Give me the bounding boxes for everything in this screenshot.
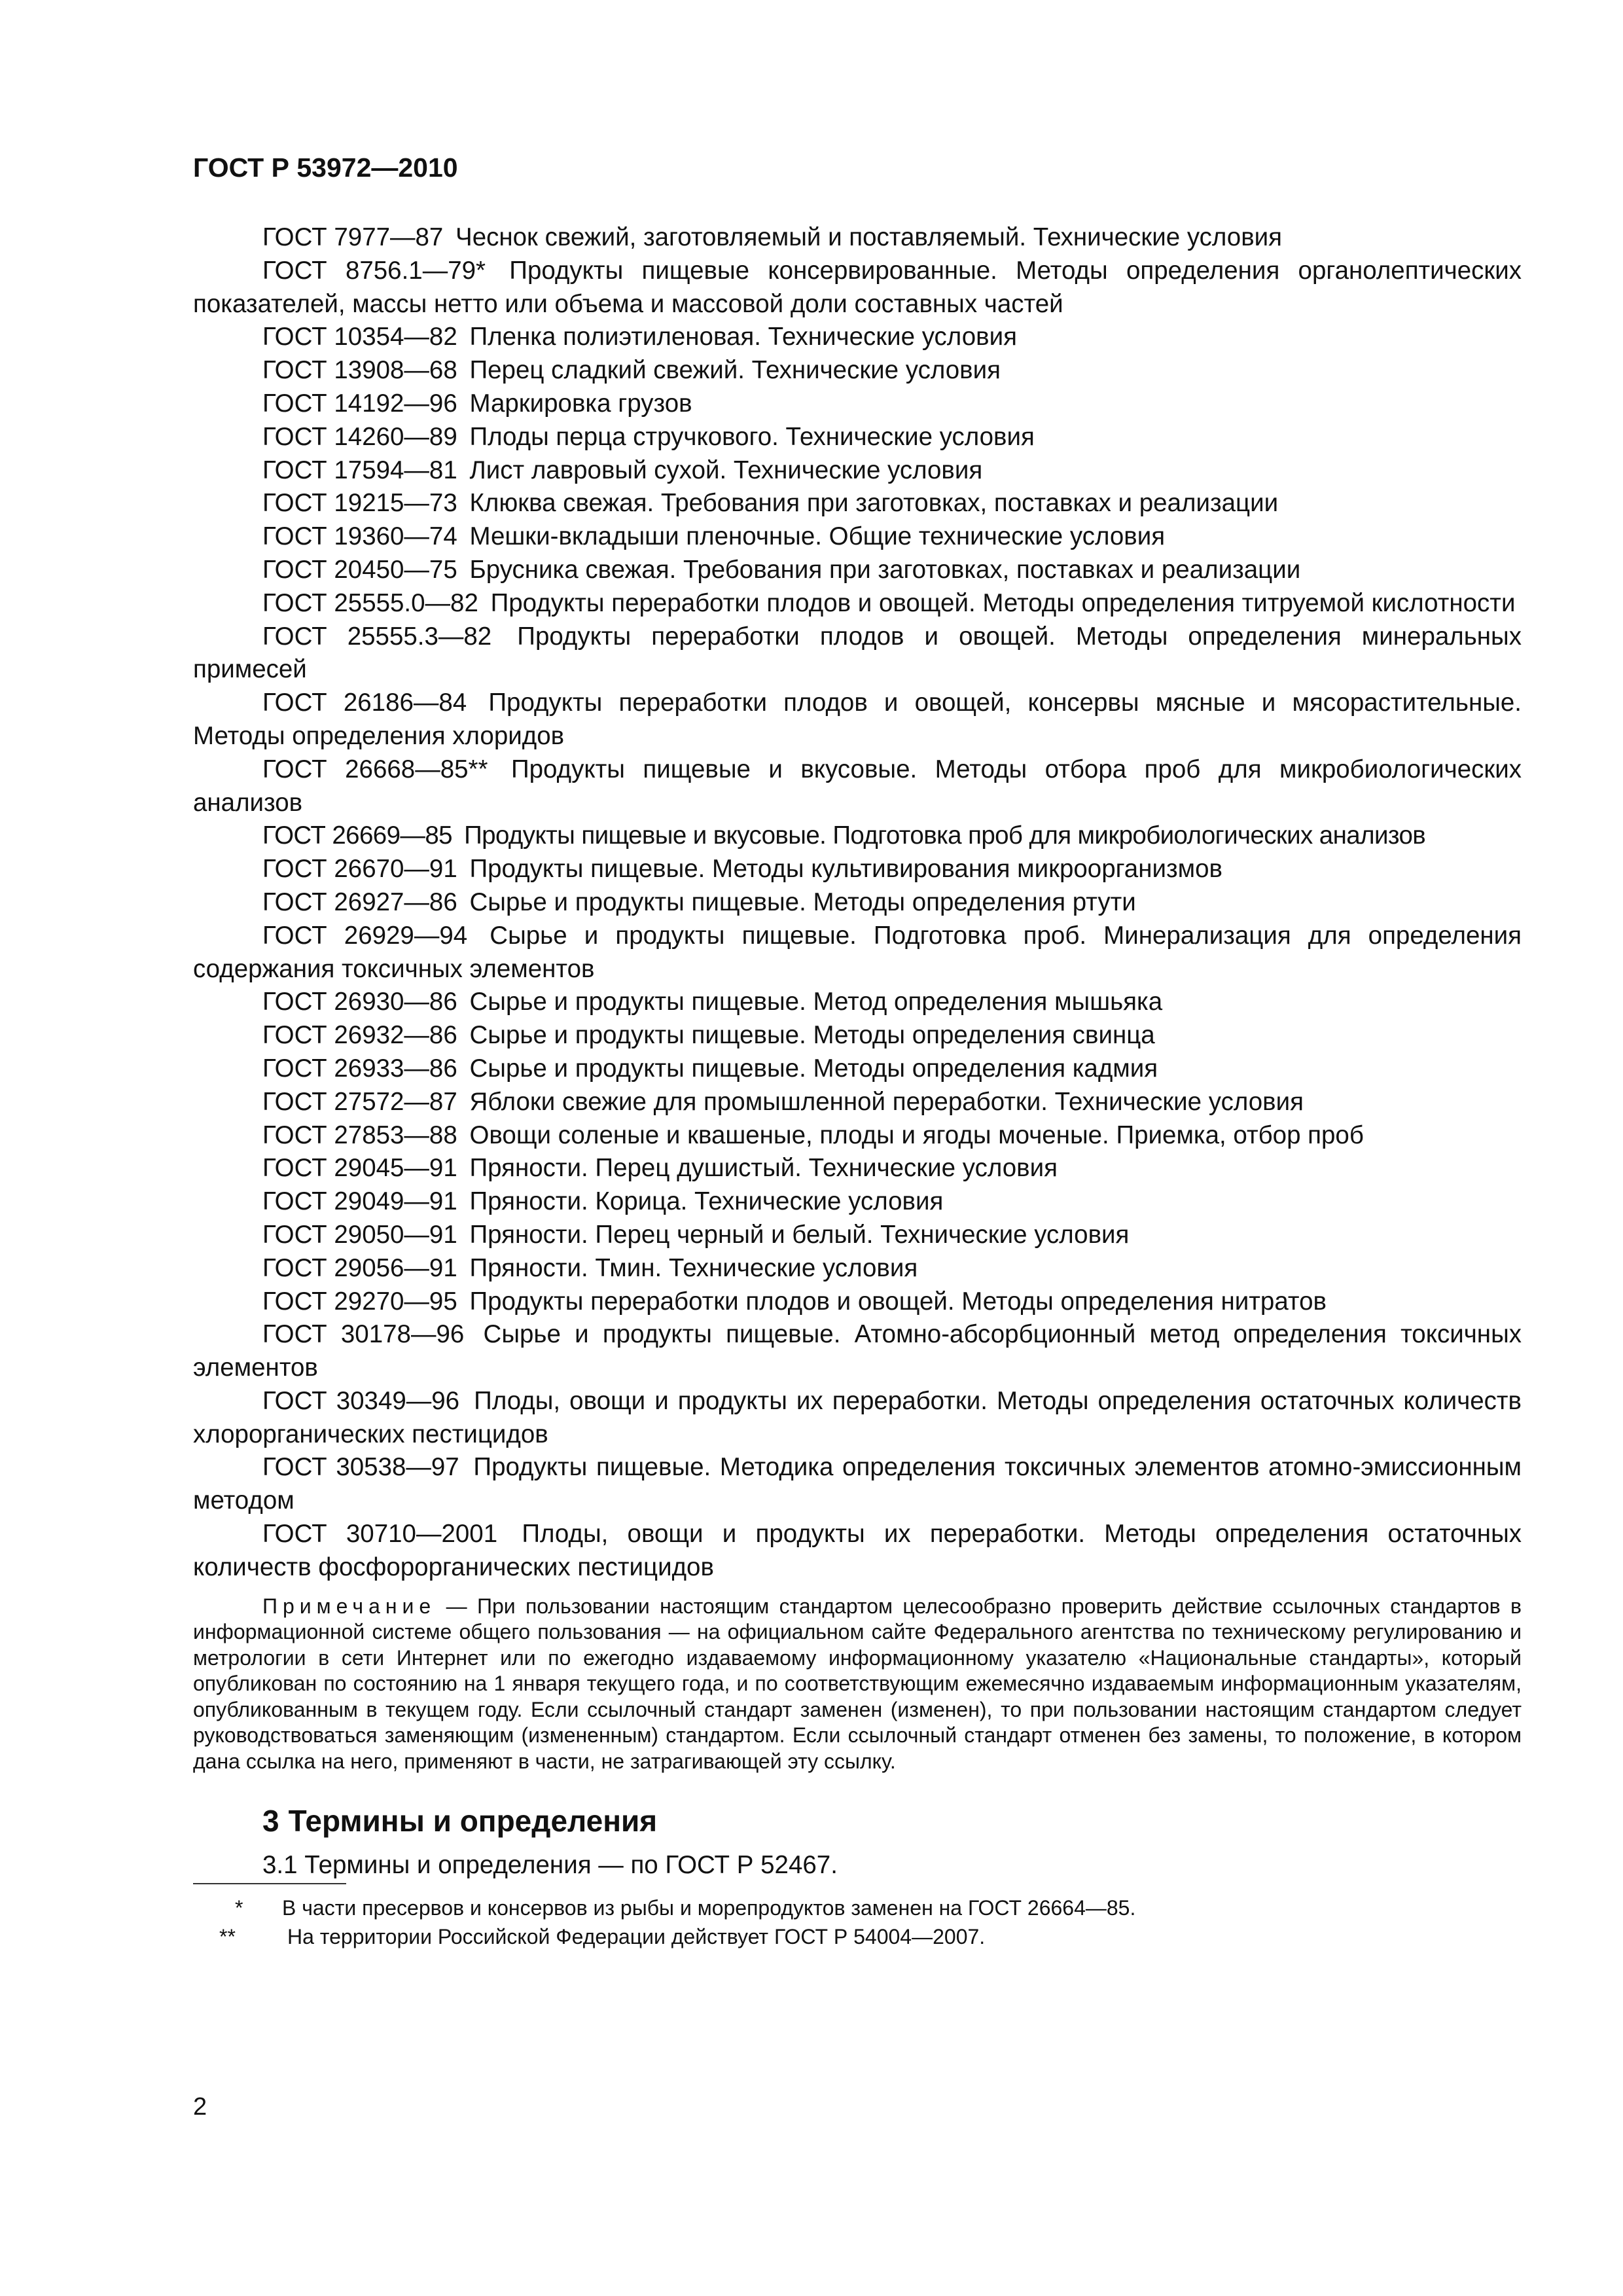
reference-title: Продукты переработки плодов и овощей. Методы определения минеральных примесей <box>193 622 1522 684</box>
reference-title: Продукты переработки плодов и овощей. Методы определения нитратов <box>469 1287 1327 1316</box>
document-header: ГОСТ Р 53972—2010 <box>193 152 458 183</box>
reference-item <box>193 620 1522 687</box>
reference-item <box>193 1052 1522 1086</box>
reference-code: ГОСТ 30538—97 <box>262 1453 459 1482</box>
reference-item <box>193 1385 1522 1452</box>
reference-title: Сырье и продукты пищевые. Методы определения свинца <box>469 1021 1155 1050</box>
clause-number: 3.1 <box>262 1851 298 1880</box>
reference-item <box>193 1086 1522 1119</box>
reference-code: ГОСТ 30710—2001 <box>262 1520 498 1549</box>
reference-code: ГОСТ 25555.0—82 <box>262 588 478 617</box>
reference-code: ГОСТ 27853—88 <box>262 1121 457 1149</box>
reference-code: ГОСТ 26186—84 <box>262 689 467 717</box>
reference-item <box>193 687 1522 753</box>
reference-code: ГОСТ 30349—96 <box>262 1386 460 1415</box>
reference-code: ГОСТ 20450—75 <box>262 555 457 584</box>
reference-code: ГОСТ 27572—87 <box>262 1087 457 1116</box>
reference-title: Плоды перца стручкового. Технические условия <box>469 422 1035 451</box>
note-label: Примечание <box>262 1594 437 1618</box>
reference-title: Пряности. Корица. Технические условия <box>469 1187 944 1216</box>
reference-title: Продукты переработки плодов и овощей, консервы мясные и мясорастительные. Методы определения хлоридов <box>193 689 1522 750</box>
reference-item <box>193 1152 1522 1185</box>
reference-title: Чеснок свежий, заготовляемый и поставляемый. Технические условия <box>455 223 1283 251</box>
footnote <box>193 1922 1522 1951</box>
reference-item <box>193 853 1522 886</box>
reference-code: ГОСТ 17594—81 <box>262 456 457 484</box>
reference-item <box>193 421 1522 454</box>
reference-item <box>193 1185 1522 1219</box>
reference-item <box>193 753 1522 820</box>
footnote-mark: * <box>235 1896 243 1920</box>
reference-code: ГОСТ 30178—96 <box>262 1320 465 1349</box>
reference-title: Пряности. Перец душистый. Технические условия <box>469 1154 1058 1183</box>
reference-item <box>193 886 1522 920</box>
section-heading <box>262 1802 1522 1840</box>
reference-title: Клюква свежая. Требования при заготовках, поставках и реализации <box>469 489 1279 518</box>
reference-item <box>193 986 1522 1019</box>
reference-code: ГОСТ 29049—91 <box>262 1187 457 1216</box>
reference-code: ГОСТ 19360—74 <box>262 522 457 551</box>
reference-code: ГОСТ 14192—96 <box>262 389 457 418</box>
reference-title: Сырье и продукты пищевые. Метод определения мышьяка <box>469 988 1163 1016</box>
reference-item <box>193 387 1522 421</box>
reference-title: Мешки-вкладыши пленочные. Общие технические условия <box>469 522 1166 551</box>
reference-code: ГОСТ 29056—91 <box>262 1253 457 1282</box>
reference-title: Продукты пищевые консервированные. Методы определения органолептических показателей, массы нетто или объема и массовой доли составных частей <box>193 256 1522 318</box>
footnote-text: В части пресервов и консервов из рыбы и морепродуктов заменен на ГОСТ 26664—85. <box>282 1896 1136 1920</box>
clause-text: Термины и определения — по ГОСТ Р 52467. <box>304 1851 838 1880</box>
reference-item <box>193 487 1522 520</box>
reference-title: Перец сладкий свежий. Технические условия <box>469 356 1001 385</box>
document-page <box>193 151 1522 1951</box>
reference-code: ГОСТ 26669—85 <box>262 821 452 850</box>
reference-title: Пленка полиэтиленовая. Технические условия <box>469 323 1017 351</box>
reference-code: ГОСТ 19215—73 <box>262 489 457 518</box>
reference-item <box>193 454 1522 488</box>
reference-title: Яблоки свежие для промышленной переработки. Технические условия <box>469 1087 1304 1116</box>
reference-item <box>193 920 1522 986</box>
reference-code: ГОСТ 26668—85** <box>262 755 488 783</box>
footnote-divider <box>193 1883 346 1884</box>
reference-code: ГОСТ 26927—86 <box>262 888 457 916</box>
reference-item <box>193 1252 1522 1285</box>
reference-title: Продукты пищевые и вкусовые. Методы отбора проб для микробиологических анализов <box>193 755 1522 817</box>
reference-title: Овощи соленые и квашеные, плоды и ягоды моченые. Приемка, отбор проб <box>469 1121 1364 1149</box>
reference-item <box>193 1219 1522 1252</box>
reference-code: ГОСТ 14260—89 <box>262 422 457 451</box>
reference-code: ГОСТ 8756.1—79* <box>262 256 486 285</box>
reference-code: ГОСТ 26670—91 <box>262 855 457 884</box>
reference-code: ГОСТ 26932—86 <box>262 1021 457 1050</box>
footnote-text: На территории Российской Федерации действует ГОСТ Р 54004—2007. <box>287 1925 986 1949</box>
reference-item <box>193 321 1522 354</box>
reference-code: ГОСТ 29050—91 <box>262 1220 457 1249</box>
reference-title: Маркировка грузов <box>469 389 692 418</box>
reference-code: ГОСТ 13908—68 <box>262 356 457 385</box>
reference-title: Продукты пищевые и вкусовые. Подготовка проб для микробиологических анализов <box>464 821 1426 850</box>
section-title: Термины и определения <box>288 1804 658 1839</box>
reference-item <box>193 1451 1522 1518</box>
reference-item <box>193 520 1522 554</box>
reference-item <box>193 255 1522 321</box>
page-number: 2 <box>193 2093 207 2121</box>
reference-code: ГОСТ 29045—91 <box>262 1154 457 1183</box>
reference-code: ГОСТ 7977—87 <box>262 223 444 251</box>
reference-title: Продукты пищевые. Методика определения токсичных элементов атомно-эмиссионным методом <box>193 1453 1522 1515</box>
reference-code: ГОСТ 29270—95 <box>262 1287 457 1316</box>
reference-title: Плоды, овощи и продукты их переработки. Методы определения остаточных количеств фосфорорганических пестицидов <box>193 1520 1522 1581</box>
reference-item <box>193 354 1522 387</box>
footnote <box>193 1893 1522 1922</box>
footnote-mark: ** <box>219 1925 236 1949</box>
reference-code: ГОСТ 26930—86 <box>262 988 457 1016</box>
reference-title: Пряности. Перец черный и белый. Технические условия <box>469 1220 1130 1249</box>
reference-title: Сырье и продукты пищевые. Методы определения ртути <box>469 888 1136 916</box>
reference-item <box>193 1285 1522 1319</box>
reference-title: Пряности. Тмин. Технические условия <box>469 1253 918 1282</box>
reference-code: ГОСТ 26929—94 <box>262 921 468 950</box>
note-text: — При пользовании настоящим стандартом целесообразно проверить действие ссылочных стандартов в информационной системе общего пользования — на официальном сайте Федерального агентства по техническому регулированию и метрологии в сети Интернет или по ежегодно издаваемому информационному указателю «Национальные стандарты», который опубликован по состоянию на 1 января текущего года, и по соответствующим ежемесячно издаваемым информационным указателям, опубликованным в текущем году. Если ссылочный стандарт заменен (изменен), то при пользовании настоящим стандартом следует руководствоваться заменяющим (измененным) стандартом. Если ссылочный стандарт отменен без замены, то положение, в котором дана ссылка на него, применяют в части, не затрагивающей эту ссылку. <box>193 1594 1522 1773</box>
reference-title: Сырье и продукты пищевые. Подготовка проб. Минерализация для определения содержания токсичных элементов <box>193 921 1522 983</box>
clause-paragraph <box>193 1849 1522 1882</box>
section-number: 3 <box>262 1804 279 1839</box>
reference-item <box>193 1119 1522 1153</box>
normative-references-list <box>193 221 1522 1585</box>
reference-code: ГОСТ 10354—82 <box>262 323 457 351</box>
reference-title: Брусника свежая. Требования при заготовках, поставках и реализации <box>469 555 1301 584</box>
note-paragraph <box>193 1594 1522 1775</box>
reference-item <box>193 221 1522 255</box>
reference-code: ГОСТ 26933—86 <box>262 1054 457 1083</box>
reference-item <box>193 1518 1522 1585</box>
reference-title: Плоды, овощи и продукты их переработки. Методы определения остаточных количеств хлорорганических пестицидов <box>193 1386 1522 1448</box>
reference-item <box>193 1019 1522 1052</box>
reference-item <box>193 587 1522 620</box>
reference-title: Продукты переработки плодов и овощей. Методы определения титруемой кислотности <box>490 588 1516 617</box>
reference-code: ГОСТ 25555.3—82 <box>262 622 492 651</box>
reference-title: Лист лавровый сухой. Технические условия <box>469 456 983 484</box>
reference-title: Сырье и продукты пищевые. Методы определения кадмия <box>469 1054 1158 1083</box>
reference-title: Продукты пищевые. Методы культивирования микроорганизмов <box>469 855 1222 884</box>
reference-title: Сырье и продукты пищевые. Атомно-абсорбционный метод определения токсичных элементов <box>193 1320 1522 1382</box>
reference-item <box>193 1318 1522 1385</box>
reference-item <box>193 819 1522 853</box>
reference-item <box>193 554 1522 587</box>
